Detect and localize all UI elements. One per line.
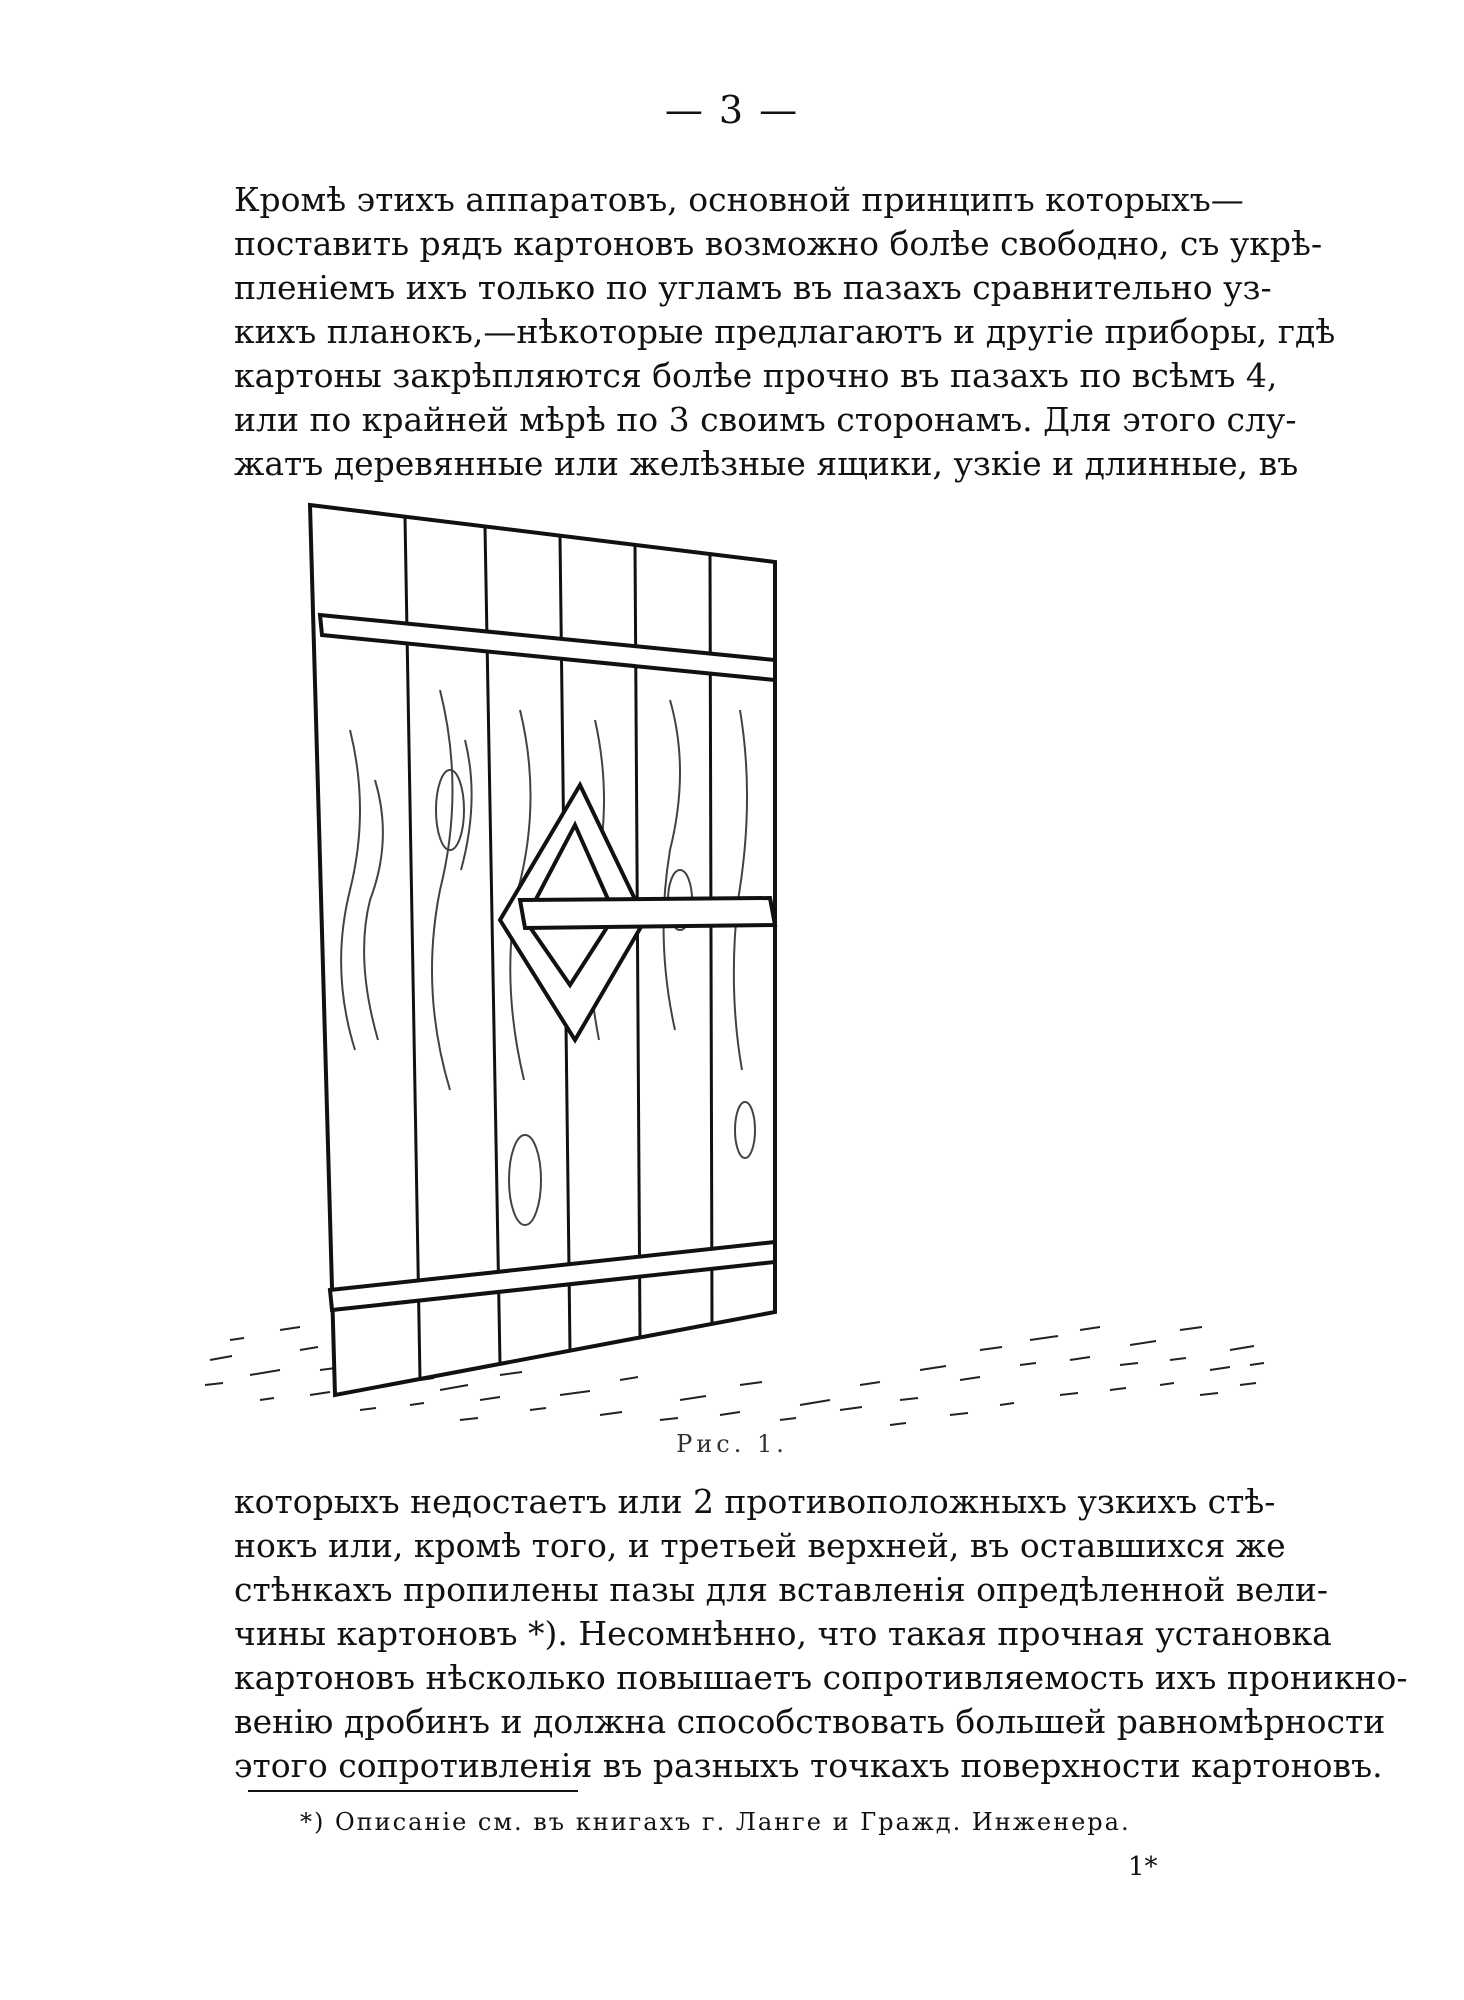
text-line: этого сопротивленія въ разныхъ точкахъ поверхности картоновъ. bbox=[234, 1746, 1383, 1785]
text-line: картоны закрѣпляются болѣе прочно въ пазахъ по всѣмъ 4, bbox=[234, 356, 1278, 395]
text-line: которыхъ недостаетъ или 2 противоположныхъ узкихъ стѣ- bbox=[234, 1482, 1276, 1521]
text-line: жатъ деревянные или желѣзные ящики, узкіе и длинные, въ bbox=[234, 444, 1299, 483]
paragraph-top bbox=[234, 178, 1336, 486]
text-line: нокъ или, кромѣ того, и третьей верхней, въ оставшихся же bbox=[234, 1526, 1286, 1565]
footnote: *) Описаніе см. въ книгахъ г. Ланге и Гражд. Инженера. bbox=[300, 1808, 1131, 1836]
page-number: — 3 — bbox=[664, 88, 800, 132]
paragraph-bottom bbox=[234, 1480, 1408, 1788]
figure-caption: Рис. 1. bbox=[676, 1430, 788, 1458]
text-line: венію дробинъ и должна способствовать большей равномѣрности bbox=[234, 1702, 1386, 1741]
signature-mark: 1* bbox=[1128, 1852, 1158, 1882]
text-line: кихъ планокъ,—нѣкоторые предлагаютъ и другіе приборы, гдѣ bbox=[234, 312, 1336, 351]
text-line: стѣнкахъ пропилены пазы для вставленія опредѣленной вели- bbox=[234, 1570, 1328, 1609]
text-line: Кромѣ этихъ аппаратовъ, основной принципъ которыхъ— bbox=[234, 180, 1244, 219]
text-line: картоновъ нѣсколько повышаетъ сопротивляемость ихъ проникно- bbox=[234, 1658, 1408, 1697]
text-line: чины картоновъ *). Несомнѣнно, что такая прочная установка bbox=[234, 1614, 1332, 1653]
footnote-divider bbox=[248, 1790, 578, 1792]
wooden-shield-illustration bbox=[200, 480, 1280, 1430]
text-line: пленіемъ ихъ только по угламъ въ пазахъ сравнительно уз- bbox=[234, 268, 1272, 307]
text-line: поставить рядъ картоновъ возможно болѣе свободно, съ укрѣ- bbox=[234, 224, 1323, 263]
text-line: или по крайней мѣрѣ по 3 своимъ сторонамъ. Для этого слу- bbox=[234, 400, 1297, 439]
